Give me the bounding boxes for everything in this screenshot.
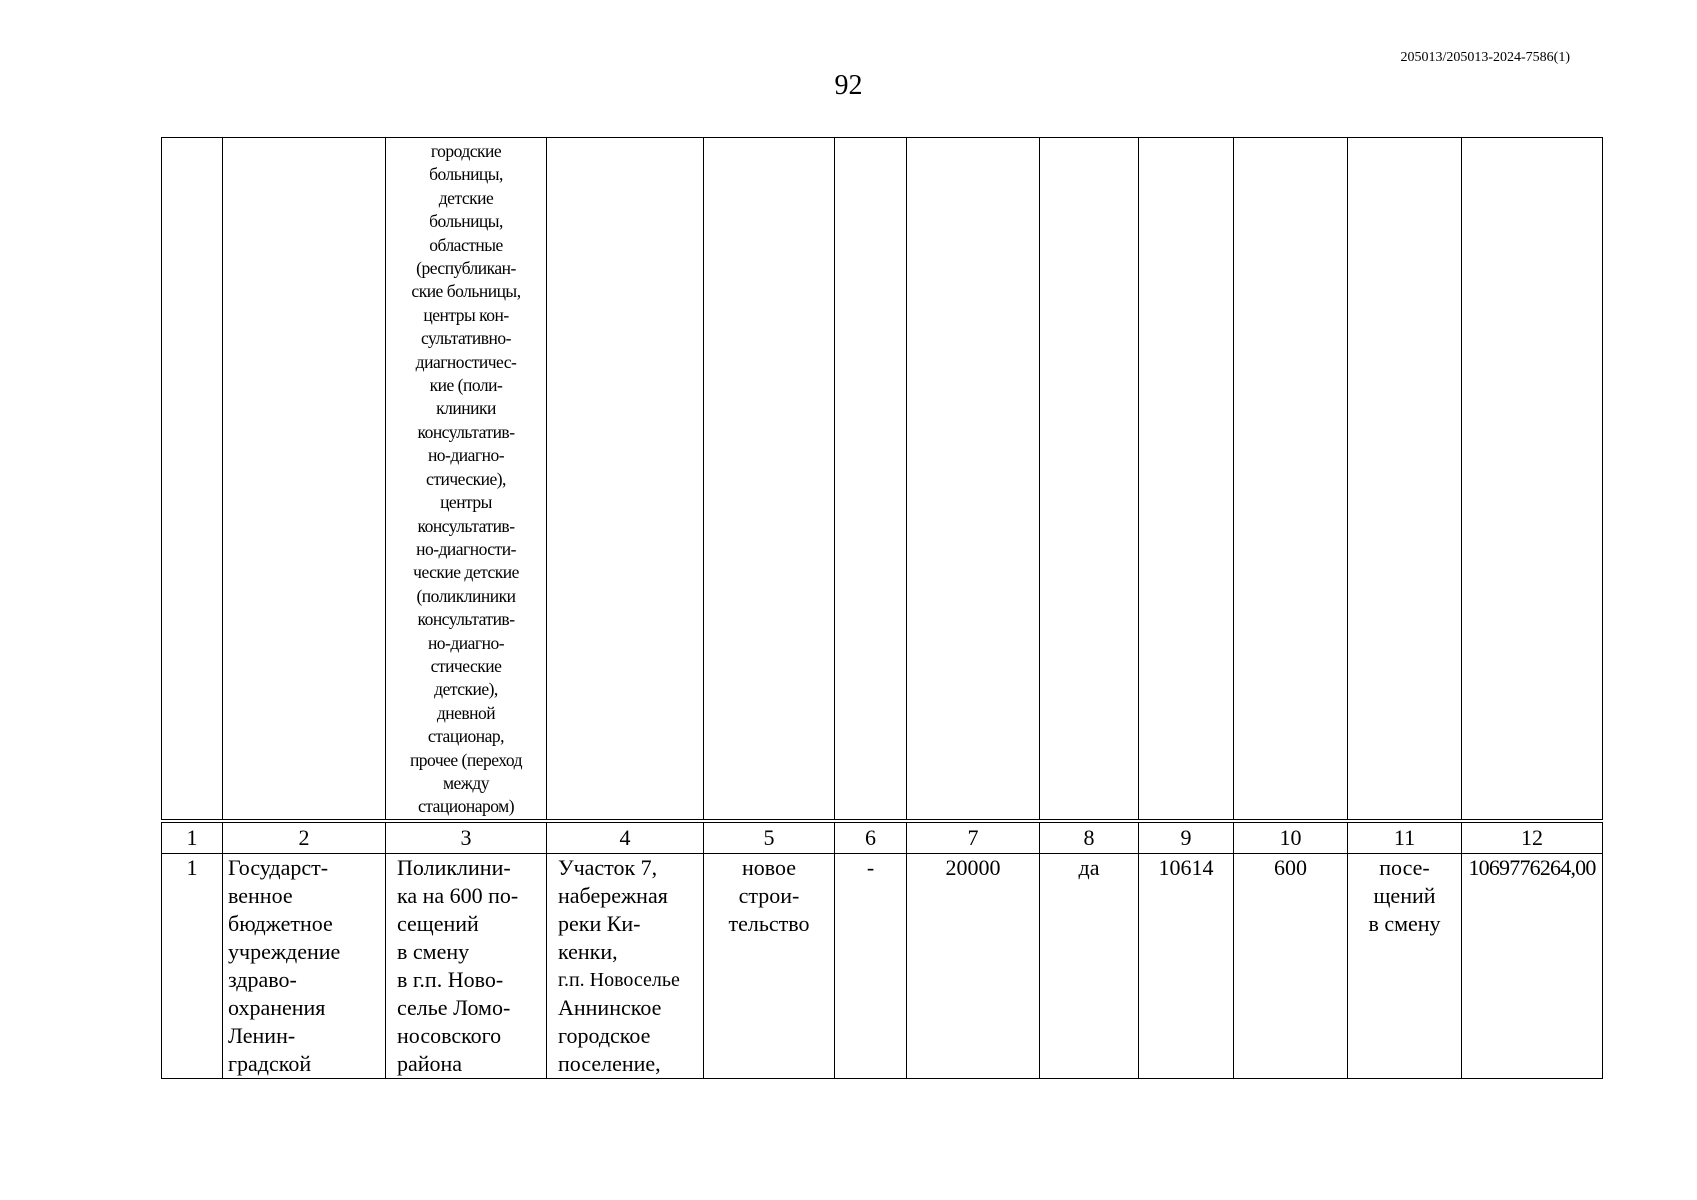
- facility-type-line: больницы,: [429, 164, 503, 185]
- facility-type-line: стационаром): [417, 796, 515, 817]
- col9-value: 10614: [1139, 853, 1234, 1078]
- col8-value: да: [1040, 853, 1139, 1078]
- facility-type-line: прочее (переход: [409, 749, 523, 770]
- capacity-unit: посе- щений в смену: [1348, 853, 1462, 1078]
- facility-types-text: [386, 138, 546, 819]
- facility-type-line: детские),: [434, 679, 498, 700]
- facility-type-line: кие (поли-: [429, 375, 503, 396]
- column-number: 9: [1139, 821, 1234, 854]
- facility-type-line: но-диагности-: [416, 538, 516, 559]
- facility-type-line: больницы,: [429, 211, 503, 232]
- col7-value: 20000: [907, 853, 1040, 1078]
- cost-value: 1069776264,00: [1462, 853, 1603, 1078]
- facility-type-line: но-диагно-: [427, 632, 505, 653]
- facility-type-line: консультатив-: [417, 515, 515, 536]
- col6-value: -: [835, 853, 907, 1078]
- column-number: 7: [907, 821, 1040, 854]
- continuation-row: [162, 138, 1603, 821]
- facility-type-line: ские больницы,: [411, 281, 521, 302]
- object-name: Поликлини- ка на 600 по- сещений в смену в г.п. Ново- селье Ломо- носовского района: [386, 853, 547, 1078]
- column-number: 4: [547, 821, 704, 854]
- facility-type-line: (республикан-: [416, 258, 516, 279]
- column-number: 3: [386, 821, 547, 854]
- facility-type-line: стические),: [426, 468, 506, 489]
- capacity-value: 600: [1234, 853, 1348, 1078]
- page-number: 92: [834, 70, 863, 101]
- column-number: 8: [1040, 821, 1139, 854]
- column-number: 11: [1348, 821, 1462, 854]
- construction-type: новое строи- тельство: [704, 853, 835, 1078]
- cont-cell-10: [1234, 138, 1348, 821]
- cont-cell-6: [835, 138, 907, 821]
- column-number: 12: [1462, 821, 1603, 854]
- facility-type-line: дневной: [436, 702, 496, 723]
- facility-type-line: стические: [430, 655, 502, 676]
- cont-cell-11: [1348, 138, 1462, 821]
- cont-cell-8: [1040, 138, 1139, 821]
- cont-cell-9: [1139, 138, 1234, 821]
- facility-type-line: клиники: [436, 398, 496, 419]
- column-number: 5: [704, 821, 835, 854]
- facility-type-line: центры кон-: [423, 304, 509, 325]
- column-number: 10: [1234, 821, 1348, 854]
- facility-type-line: стационар,: [427, 726, 505, 747]
- facility-type-line: (поликлиники: [416, 585, 516, 606]
- data-table: [161, 137, 1603, 1079]
- cont-cell-5: [704, 138, 835, 821]
- column-number: 2: [223, 821, 386, 854]
- cont-cell-3: [386, 138, 547, 821]
- cont-cell-7: [907, 138, 1040, 821]
- facility-type-line: центры: [440, 492, 492, 513]
- table-row: [162, 853, 1603, 1078]
- cont-cell-2: [223, 138, 386, 821]
- facility-type-line: областные: [429, 234, 503, 255]
- institution-name: Государст- венное бюджетное учреждение здраво- охранения Ленин- градской: [223, 853, 386, 1078]
- row-number: 1: [162, 853, 223, 1078]
- column-number-row: [162, 821, 1603, 854]
- facility-type-line: между: [442, 772, 490, 793]
- cont-cell-12: [1462, 138, 1603, 821]
- facility-type-line: но-диагно-: [427, 445, 505, 466]
- facility-type-line: городские: [430, 141, 502, 161]
- facility-type-line: консультатив-: [417, 421, 515, 442]
- facility-type-line: детские: [438, 187, 494, 208]
- document-id: 205013/205013-2024-7586(1): [1400, 50, 1570, 65]
- column-number: 6: [835, 821, 907, 854]
- object-address: Участок 7, набережная реки Ки- кенки, г.п. Новоселье Аннинское городское поселение,: [547, 853, 704, 1078]
- facility-type-line: сультативно-: [421, 328, 511, 349]
- facility-type-line: консультатив-: [417, 609, 515, 630]
- column-number: 1: [162, 821, 223, 854]
- facility-type-line: ческие детские: [413, 562, 519, 583]
- cont-cell-4: [547, 138, 704, 821]
- facility-type-line: диагностичес-: [415, 351, 517, 372]
- cont-cell-1: [162, 138, 223, 821]
